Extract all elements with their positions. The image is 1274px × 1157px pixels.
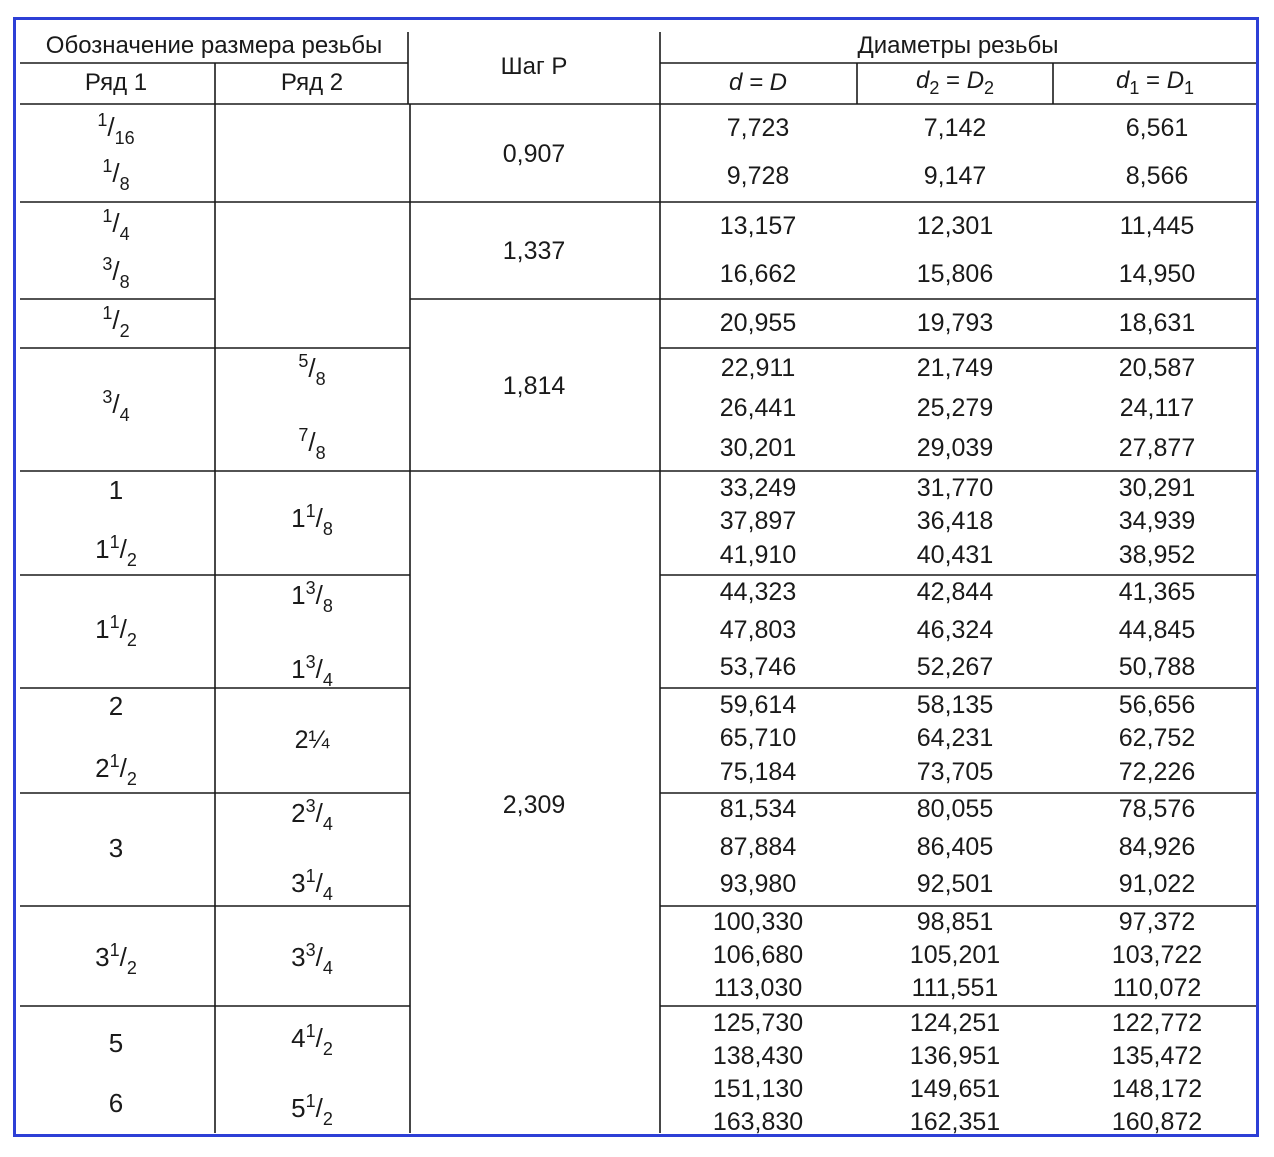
diameter-major: 163,830 <box>712 1108 804 1136</box>
diameter-major: 59,614 <box>719 691 797 719</box>
diameter-pitch: 111,551 <box>911 974 999 1002</box>
diameter-major: 7,723 <box>726 114 790 142</box>
row1-size: $3^1/_2$ <box>95 940 137 978</box>
row1-size: 5 <box>108 1028 124 1058</box>
row2-size: $4^1/_2$ <box>291 1021 333 1059</box>
diameter-minor: 8,566 <box>1125 162 1189 190</box>
row2-size: $3^3/_4$ <box>291 940 333 978</box>
header-d-major: d = D <box>728 69 788 96</box>
diameter-major: 44,323 <box>719 578 797 606</box>
diameter-pitch: 73,705 <box>916 758 994 786</box>
pitch-value: 1,814 <box>502 372 566 400</box>
diameter-major: 113,030 <box>713 974 803 1002</box>
diameter-pitch: 80,055 <box>916 795 994 823</box>
row1-size: $2^1/_2$ <box>95 751 137 789</box>
diameter-minor: 18,631 <box>1118 309 1196 337</box>
diameter-minor: 34,939 <box>1118 507 1196 535</box>
diameter-minor: 14,950 <box>1118 260 1196 288</box>
row1-size: 2 <box>108 691 124 721</box>
row2-size: $^7/_8$ <box>298 425 326 463</box>
diameter-major: 106,680 <box>712 941 804 969</box>
pitch-value: 0,907 <box>502 140 566 168</box>
diameter-pitch: 29,039 <box>916 434 994 462</box>
diameter-pitch: 162,351 <box>909 1108 1001 1136</box>
diameter-minor: 84,926 <box>1118 833 1196 861</box>
row1-size: $^3/_8$ <box>102 254 130 292</box>
row1-size: $^1/_8$ <box>102 156 130 194</box>
diameter-pitch: 149,651 <box>909 1075 1001 1103</box>
row1-size: $^1/_4$ <box>102 206 130 244</box>
row2-size: $5^1/_2$ <box>291 1091 333 1129</box>
header-row2: Ряд 2 <box>280 69 344 96</box>
diameter-major: 53,746 <box>719 653 797 681</box>
diameter-major: 13,157 <box>719 212 797 240</box>
diameter-major: 93,980 <box>719 870 797 898</box>
diameter-major: 125,730 <box>712 1009 804 1037</box>
diameter-minor: 103,722 <box>1111 941 1203 969</box>
diameter-major: 75,184 <box>719 758 797 786</box>
diameter-major: 37,897 <box>719 507 797 535</box>
row1-size: $1^1/_2$ <box>95 532 137 570</box>
diameter-pitch: 46,324 <box>916 616 994 644</box>
diameter-pitch: 92,501 <box>916 870 994 898</box>
diameter-minor: 148,172 <box>1111 1075 1203 1103</box>
diameter-minor: 72,226 <box>1118 758 1196 786</box>
diameter-major: 30,201 <box>719 434 797 462</box>
diameter-major: 9,728 <box>726 162 790 190</box>
header-row1: Ряд 1 <box>84 69 148 96</box>
diameter-pitch: 64,231 <box>916 724 994 752</box>
row2-size: $^5/_8$ <box>298 351 326 389</box>
diameter-major: 100,330 <box>712 908 804 936</box>
row1-size: $1^1/_2$ <box>95 612 137 650</box>
diameter-minor: 41,365 <box>1118 578 1196 606</box>
diameter-pitch: 15,806 <box>916 260 994 288</box>
row1-size: $^3/_4$ <box>102 387 130 425</box>
pitch-value: 2,309 <box>502 791 566 819</box>
diameter-major: 138,430 <box>712 1042 804 1070</box>
diameter-minor: 24,117 <box>1119 394 1195 422</box>
diameter-minor: 91,022 <box>1118 870 1196 898</box>
diameter-pitch: 105,201 <box>909 941 1001 969</box>
diameter-pitch: 40,431 <box>916 541 994 569</box>
diameter-pitch: 12,301 <box>916 212 994 240</box>
row2-size: $3^1/_4$ <box>291 866 333 904</box>
diameter-pitch: 7,142 <box>923 114 987 142</box>
diameter-minor: 135,472 <box>1111 1042 1203 1070</box>
row1-size: 3 <box>108 833 124 863</box>
diameter-minor: 11,445 <box>1119 212 1195 240</box>
diameter-major: 47,803 <box>719 616 797 644</box>
diameter-major: 33,249 <box>719 474 797 502</box>
diameter-major: 151,130 <box>712 1075 804 1103</box>
header-designation: Обозначение размера резьбы <box>45 32 383 59</box>
diameter-pitch: 19,793 <box>916 309 994 337</box>
diameter-pitch: 86,405 <box>916 833 994 861</box>
diameter-major: 16,662 <box>719 260 797 288</box>
diameter-minor: 160,872 <box>1111 1108 1203 1136</box>
diameter-major: 20,955 <box>719 309 797 337</box>
diameter-minor: 27,877 <box>1118 434 1196 462</box>
row1-size: 1 <box>108 475 124 505</box>
row2-size: $1^3/_8$ <box>291 578 333 616</box>
row2-size: $2^3/_4$ <box>291 796 333 834</box>
diameter-pitch: 124,251 <box>909 1009 1001 1037</box>
row2-size: 2¼ <box>294 726 330 754</box>
header-d1-minor: $d_1 = D_1$ <box>1115 67 1195 98</box>
diameter-pitch: 9,147 <box>923 162 987 190</box>
diameter-minor: 62,752 <box>1118 724 1196 752</box>
header-pitch: Шаг P <box>500 53 568 80</box>
row2-size: $1^1/_8$ <box>291 501 333 539</box>
diameter-minor: 20,587 <box>1118 354 1196 382</box>
row1-size: 6 <box>108 1088 124 1118</box>
diameter-major: 22,911 <box>720 354 796 382</box>
diameter-pitch: 52,267 <box>916 653 994 681</box>
diameter-major: 65,710 <box>719 724 797 752</box>
diameter-minor: 110,072 <box>1112 974 1202 1002</box>
diameter-minor: 97,372 <box>1118 908 1196 936</box>
header-d2-pitch: $d_2 = D_2$ <box>915 67 995 98</box>
diameter-pitch: 36,418 <box>916 507 994 535</box>
diameter-major: 26,441 <box>719 394 797 422</box>
row1-size: $^1/_2$ <box>102 303 130 341</box>
diameter-major: 81,534 <box>719 795 797 823</box>
diameter-minor: 38,952 <box>1118 541 1196 569</box>
diameter-minor: 6,561 <box>1125 114 1189 142</box>
diameter-pitch: 42,844 <box>916 578 994 606</box>
diameter-pitch: 98,851 <box>916 908 994 936</box>
row2-size: $1^3/_4$ <box>291 652 333 690</box>
row1-size: $^1/_{16}$ <box>97 110 135 148</box>
diameter-minor: 122,772 <box>1111 1009 1203 1037</box>
diameter-pitch: 136,951 <box>909 1042 1001 1070</box>
diameter-minor: 50,788 <box>1118 653 1196 681</box>
diameter-major: 87,884 <box>719 833 797 861</box>
diameter-major: 41,910 <box>719 541 797 569</box>
header-diameters: Диаметры резьбы <box>857 32 1059 59</box>
diameter-pitch: 25,279 <box>916 394 994 422</box>
diameter-minor: 44,845 <box>1118 616 1196 644</box>
diameter-minor: 30,291 <box>1118 474 1196 502</box>
diameter-pitch: 21,749 <box>916 354 994 382</box>
diameter-pitch: 58,135 <box>916 691 994 719</box>
diameter-pitch: 31,770 <box>916 474 994 502</box>
pitch-value: 1,337 <box>502 237 566 265</box>
diameter-minor: 78,576 <box>1118 795 1196 823</box>
diameter-minor: 56,656 <box>1118 691 1196 719</box>
